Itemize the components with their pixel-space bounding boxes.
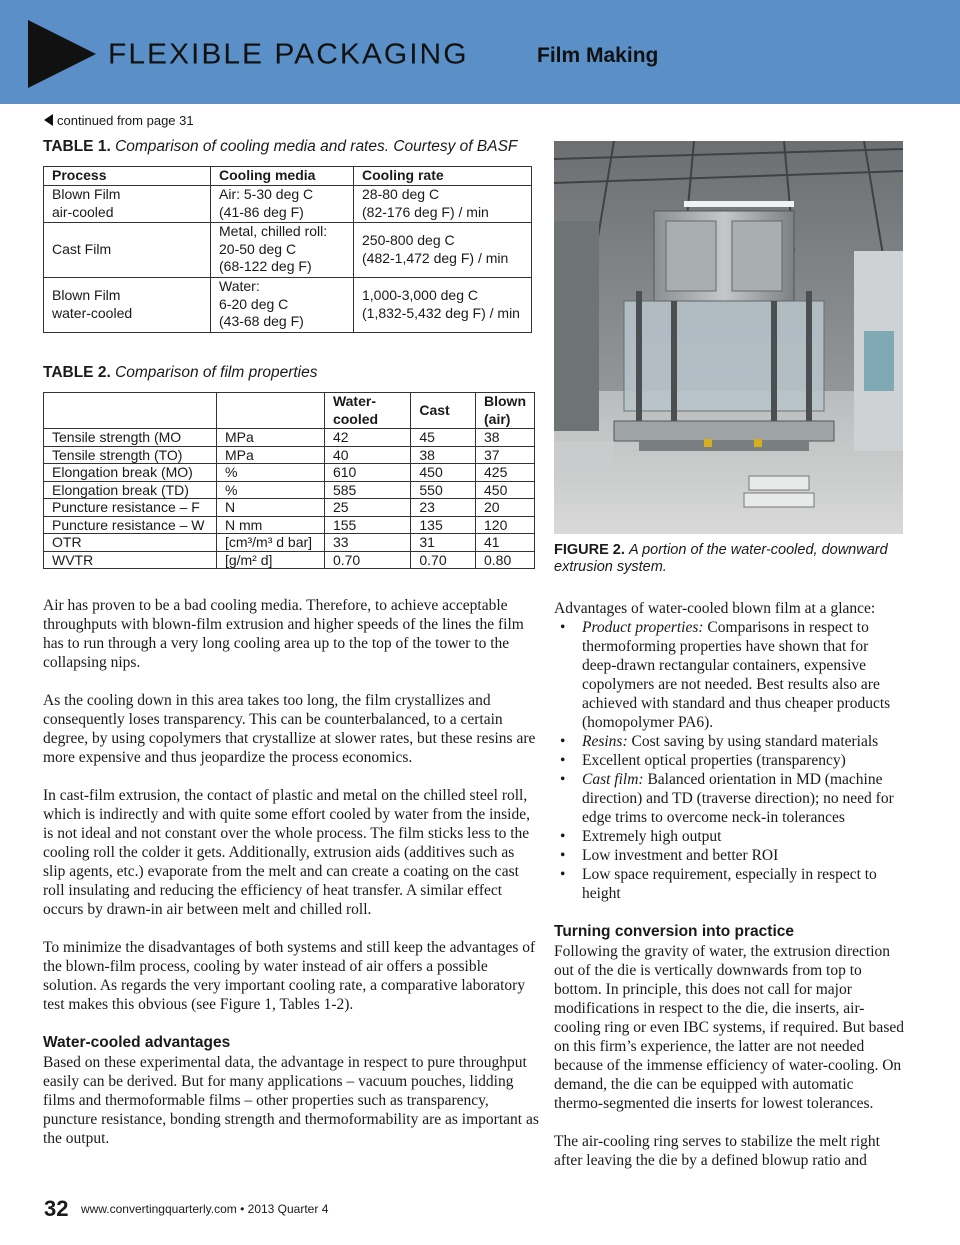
figure2-label: FIGURE 2. [554, 542, 625, 558]
continued-note [44, 113, 194, 128]
table1-cell [44, 277, 211, 332]
table2-cell: N [216, 499, 324, 517]
triangle-arrow-icon [28, 20, 96, 88]
advantage-text: Balanced orientation in MD (machine direction) and TD (traverse direction); no need for edge trims to overcome neck-in tolerances [582, 771, 894, 826]
table2-row [44, 534, 535, 552]
cell-line: air-cooled [52, 203, 114, 220]
table2-cell: MPa [216, 446, 324, 464]
table1-row [44, 222, 532, 277]
advantage-item [582, 770, 906, 827]
table2-cell: OTR [44, 534, 217, 552]
figure2-caption [554, 542, 914, 576]
table2-cell: 450 [411, 464, 476, 482]
advantage-text: Cost saving by using standard materials [627, 733, 879, 750]
cell-line: (68-122 deg F) [219, 258, 312, 275]
footer-text: www.convertingquarterly.com • 2013 Quarter 4 [80, 1202, 329, 1216]
table2-cell: 0.70 [324, 551, 410, 569]
table1 [43, 166, 532, 333]
advantage-text: Low investment and better ROI [582, 847, 779, 864]
table2-cell: 550 [411, 481, 476, 499]
paragraph: Based on these experimental data, the advantage in respect to pure throughput easily can be derived. But for many applications – vacuum pouches, lidding films and thermoformable films – other properties such as transparency, puncture resistance, bonding strength and thermoformability are as important as the output. [43, 1054, 539, 1147]
table2-cell: 37 [476, 446, 535, 464]
table2-cell: 31 [411, 534, 476, 552]
cell-line: (43-68 deg F) [219, 313, 304, 330]
table2-cell: 0.80 [476, 551, 535, 569]
figure2-photo [554, 141, 903, 534]
cell-line: 28-80 deg C [362, 186, 440, 202]
table2-cell: 42 [324, 429, 410, 447]
table2-cell: 25 [324, 499, 410, 517]
advantage-item [582, 846, 906, 865]
table2-cell: 40 [324, 446, 410, 464]
advantage-item [582, 865, 906, 903]
section-heading: Turning conversion into practice [554, 923, 794, 940]
header-banner [0, 0, 960, 104]
advantage-item [582, 732, 906, 751]
table2-cell: [g/m² d] [216, 551, 324, 569]
section-heading: Water-cooled advantages [43, 1034, 231, 1051]
table2-row [44, 446, 535, 464]
cell-line: (82-176 deg F) / min [362, 203, 489, 220]
table2-label: TABLE 2. [43, 364, 111, 381]
table1-caption [43, 138, 517, 156]
cell-line: Water: [219, 278, 260, 295]
table1-label: TABLE 1. [43, 138, 111, 155]
figure2-caption-text: A portion of the water-cooled, downward extrusion system. [554, 542, 888, 575]
table1-cell [354, 222, 532, 277]
table1-cell [211, 277, 354, 332]
paragraph: As the cooling down in this area takes too long, the film crystallizes and consequently loses transparency. This can be counterbalanced, to a certain degree, by using copolymers that crystallize at slower rates, but these resins are more expensive and thus jeopardize the process economics. [43, 692, 536, 766]
page-footer [44, 1196, 328, 1222]
table2-caption [43, 364, 318, 382]
advantages-intro: Advantages of water-cooled blown film at a glance: [554, 600, 876, 617]
table2-cell: WVTR [44, 551, 217, 569]
paragraph: In cast-film extrusion, the contact of plastic and metal on the chilled steel roll, which is indirectly and with quite some effort cooled by water from the inside, is not ideal and not constant over the whole process. The film sticks less to the cooling roll the colder it gets. Additionally, extrusion aids (additives such as slip agents, etc.) evaporate from the melt and can create a coating on the cast roll insulating and reducing the efficiency of heat transfer. A similar effect occurs by drawn-in air between melt and chilled roll. [43, 787, 530, 918]
table2-cell: 120 [476, 516, 535, 534]
table2-cell: Elongation break (TD) [44, 481, 217, 499]
table2-cell: 450 [476, 481, 535, 499]
table2-cell: 33 [324, 534, 410, 552]
table2 [43, 392, 535, 569]
table2-cell: Puncture resistance – W [44, 516, 217, 534]
right-column [554, 599, 906, 1189]
table1-caption-text: Comparison of cooling media and rates. Courtesy of BASF [115, 138, 518, 155]
table1-cell [44, 222, 211, 277]
extrusion-system-image [554, 141, 903, 534]
cell-line: Metal, chilled roll: [219, 223, 328, 240]
advantage-lead: Cast film: [582, 771, 644, 788]
table2-cell: MPa [216, 429, 324, 447]
table2-row [44, 464, 535, 482]
table1-cell [354, 185, 532, 222]
advantage-item [582, 618, 906, 732]
table2-caption-text: Comparison of film properties [115, 364, 318, 381]
table2-cell: 38 [476, 429, 535, 447]
left-column [43, 596, 539, 1167]
table1-cell [354, 277, 532, 332]
advantage-text: Extremely high output [582, 828, 722, 845]
advantages-list [554, 618, 906, 903]
table2-row [44, 551, 535, 569]
table2-cell: 610 [324, 464, 410, 482]
table2-row [44, 499, 535, 517]
table2-row [44, 429, 535, 447]
table1-cell [211, 185, 354, 222]
continued-text: continued from page 31 [57, 113, 194, 128]
table2-header [216, 393, 324, 429]
table1-header: Process [44, 167, 211, 186]
cell-line: 250-800 deg C [362, 232, 455, 248]
table1-row [44, 185, 532, 222]
advantage-item [582, 827, 906, 846]
cell-line: (482-1,472 deg F) / min [362, 249, 509, 266]
table2-cell: 38 [411, 446, 476, 464]
section-subtitle: Film Making [537, 44, 659, 67]
paragraph: Following the gravity of water, the extrusion direction out of the die is vertically downwards from top to bottom. In principle, this does not call for major modifications in respect to the die, die inserts, air-cooling ring or even IBC systems, if required. But based on this firm’s experience, the latter are not needed because of the immense efficiency of water-cooling. On demand, the die can be equipped with automatic thermo-segmented die inserts for lowest tolerances. [554, 943, 904, 1112]
page-number: 32 [44, 1196, 69, 1221]
table2-cell: N mm [216, 516, 324, 534]
table1-cell [44, 185, 211, 222]
table2-cell: 135 [411, 516, 476, 534]
table1-header: Cooling media [211, 167, 354, 186]
paragraph: Air has proven to be a bad cooling media. Therefore, to achieve acceptable throughputs with blown-film extrusion and higher speeds of the lines the film has to run through a very long cooling area up to the top of the tower to the collapsing nips. [43, 597, 524, 671]
cell-line: 1,000-3,000 deg C [362, 287, 478, 303]
table2-cell: 20 [476, 499, 535, 517]
table1-row [44, 277, 532, 332]
table2-row [44, 481, 535, 499]
advantage-lead: Resins: [582, 733, 628, 750]
table2-cell: % [216, 464, 324, 482]
cell-line: 20-50 deg C [219, 240, 297, 257]
table1-header-row [44, 167, 532, 186]
table2-row [44, 516, 535, 534]
table2-cell: % [216, 481, 324, 499]
cell-line: (1,832-5,432 deg F) / min [362, 304, 520, 321]
table2-cell: 45 [411, 429, 476, 447]
cell-line: Blown Film [52, 186, 121, 202]
table2-cell: 155 [324, 516, 410, 534]
table2-header [44, 393, 217, 429]
paragraph: The air-cooling ring serves to stabilize the melt right after leaving the die by a defined blowup ratio and [554, 1133, 880, 1169]
table2-cell: 41 [476, 534, 535, 552]
table2-cell: Tensile strength (MO [44, 429, 217, 447]
cell-line: water-cooled [52, 304, 133, 321]
cell-line: Blown Film [52, 287, 121, 303]
table2-header: Cast [411, 393, 476, 429]
advantage-text: Low space requirement, especially in respect to height [582, 866, 877, 902]
cell-line: (41-86 deg F) [219, 203, 304, 220]
table2-cell: Tensile strength (TO) [44, 446, 217, 464]
table2-header: Blown (air) [476, 393, 535, 429]
table1-cell [211, 222, 354, 277]
table2-cell: [cm³/m³ d bar] [216, 534, 324, 552]
table2-cell: Elongation break (MO) [44, 464, 217, 482]
cell-line: Cast Film [52, 240, 112, 257]
cell-line: Air: 5-30 deg C [219, 186, 314, 202]
table2-header-row [44, 393, 535, 429]
table2-header: Water-cooled [324, 393, 410, 429]
paragraph: To minimize the disadvantages of both systems and still keep the advantages of the blown-film process, cooling by water instead of air offers a possible solution. As regards the very important cooling rate, a comparative laboratory test makes this obvious (see Figure 1, Tables 1-2). [43, 939, 536, 1013]
table2-cell: 425 [476, 464, 535, 482]
advantage-text: Excellent optical properties (transparency) [582, 752, 846, 769]
advantage-lead: Product properties: [582, 619, 704, 636]
table2-cell: Puncture resistance – F [44, 499, 217, 517]
cell-line: 6-20 deg C [219, 295, 289, 312]
table1-header: Cooling rate [354, 167, 532, 186]
advantage-item [582, 751, 906, 770]
section-title: FLEXIBLE PACKAGING [108, 38, 469, 71]
table2-cell: 23 [411, 499, 476, 517]
arrow-left-icon [44, 114, 53, 126]
table2-cell: 0.70 [411, 551, 476, 569]
table2-cell: 585 [324, 481, 410, 499]
advantage-text: Comparisons in respect to thermoforming properties have shown that for deep-drawn rectangular containers, expensive copolymers are not needed. Best results also are achieved with standard and thus cheaper products (homopolymer PA6). [582, 619, 891, 731]
